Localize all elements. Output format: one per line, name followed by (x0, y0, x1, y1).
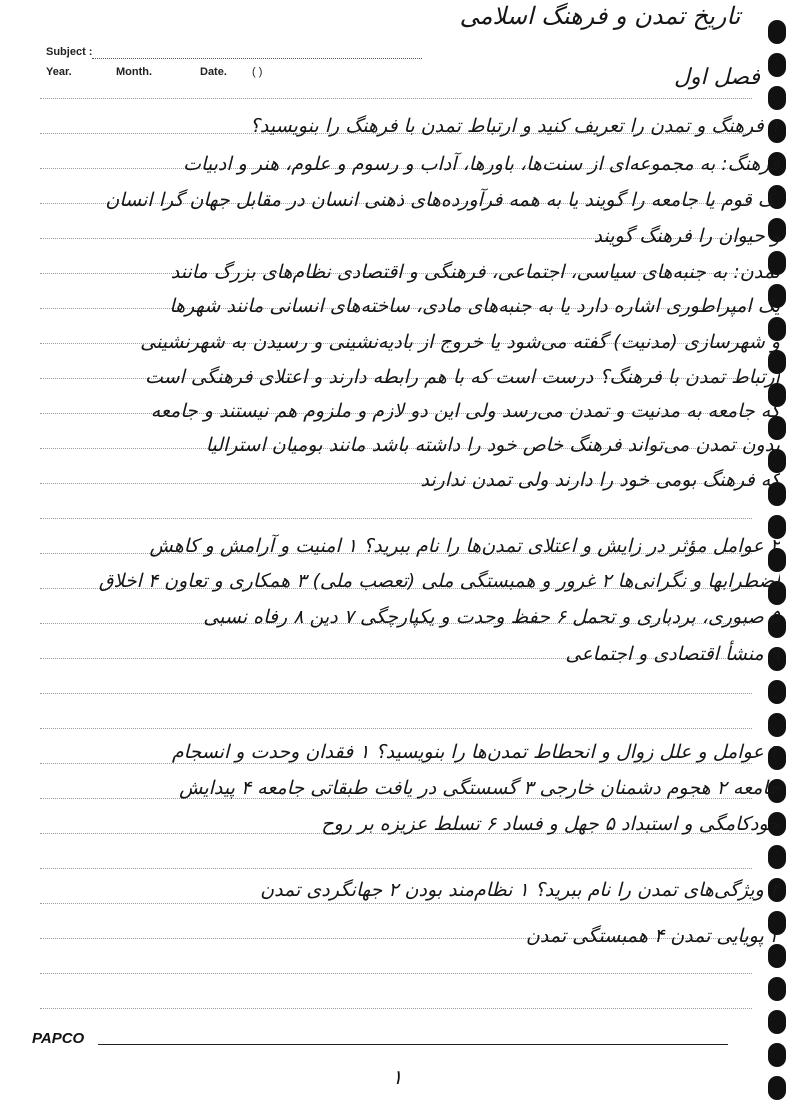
text-line: ۳ پویایی تمدن ۴ همبستگی تمدن (525, 925, 780, 947)
text-line: اضطرابها و نگرانی‌ها ۲ غرور و همبستگی ملی (تعصب ملی) ۳ همکاری و تعاون ۴ اخلاق (98, 570, 780, 592)
binder-hole (768, 680, 786, 704)
page-number: ۱ (391, 1065, 403, 1089)
month-label: Month. (116, 66, 153, 78)
text-line: بدون تمدن می‌تواند فرهنگ خاص خود را داشته باشد مانند بومیان استرالیا (205, 434, 780, 456)
date-parens: ( ) (252, 66, 263, 78)
text-line: ۳ عوامل و علل زوال و انحطاط تمدن‌ها را بنویسید؟ ۱ فقدان وحدت و انسجام (171, 741, 780, 763)
text-line: ۴ ویژگی‌های تمدن را نام ببرید؟ ۱ نظام‌مند بودن ۲ جهانگردی تمدن (260, 879, 780, 901)
text-line: خودکامگی و استبداد ۵ جهل و فساد ۶ تسلط عزیزه بر روح (321, 813, 780, 835)
text-line: جامعه ۲ هجوم دشمنان خارجی ۳ گسستگی در یافت طبقاتی جامعه ۴ پیدایش (179, 777, 780, 799)
ruled-line (40, 98, 752, 99)
text-line: یک قوم یا جامعه را گویند یا به همه فرآورده‌های ذهنی انسان در مقابل جهان گرا انسان (105, 189, 780, 211)
binder-hole (768, 1010, 786, 1034)
binder-hole (768, 86, 786, 110)
binder-hole (768, 713, 786, 737)
text-line: و شهرسازی (مدنیت) گفته می‌شود یا خروج از بادیه‌نشینی و رسیدن به شهرنشینی (140, 331, 780, 353)
text-line: فرهنگ: به مجموعه‌ای از سنت‌ها، باورها، آداب و رسوم و علوم، هنر و ادبیات (183, 153, 780, 175)
text-line: و حیوان را فرهنگ گویند (593, 225, 780, 247)
text-line: ارتباط تمدن با فرهنگ؟ درست است که با هم رابطه دارند و اعتلای فرهنگی است (144, 366, 780, 388)
binder-hole (768, 977, 786, 1001)
text-line: ۵ صبوری، بردباری و تحمل ۶ حفظ وحدت و یکپارچگی ۷ دین ۸ رفاه نسبی (203, 606, 780, 628)
text-line: تمدن: به جنبه‌های سیاسی، اجتماعی، فرهنگی و اقتصادی نظام‌های بزرگ مانند (170, 261, 780, 283)
date-label: Date. (200, 66, 227, 78)
text-line: که جامعه به مدنیت و تمدن می‌رسد ولی این دو لازم و ملزوم هم نیستند و جامعه (150, 400, 780, 422)
subject-label: Subject : (46, 46, 93, 58)
ruled-line (40, 693, 752, 694)
text-line: ۱ فرهنگ و تمدن را تعریف کنید و ارتباط تمدن با فرهنگ را بنویسید؟ (249, 115, 780, 137)
section-title: فصل اول (674, 65, 760, 90)
binder-hole (768, 53, 786, 77)
year-label: Year. (46, 66, 72, 78)
ruled-line (40, 1008, 752, 1009)
ruled-line (40, 518, 752, 519)
text-line: یک امپراطوری اشاره دارد یا به جنبه‌های مادی، ساخته‌های انسانی مانند شهرها (169, 295, 780, 317)
text-line: ۹ منشأ اقتصادی و اجتماعی (565, 643, 780, 665)
brand-logo: PAPCO (32, 1030, 85, 1047)
ruled-line (40, 868, 752, 869)
page-title: تاریخ تمدن و فرهنگ اسلامی (459, 2, 741, 30)
binder-hole (768, 1043, 786, 1067)
text-line: ۲ عوامل مؤثر در زایش و اعتلای تمدن‌ها را نام ببرید؟ ۱ امنیت و آرامش و کاهش (149, 535, 780, 557)
text-line: که فرهنگ بومی خود را دارند ولی تمدن ندارند (420, 469, 780, 491)
subject-underline (92, 58, 422, 59)
ruled-line (40, 973, 752, 974)
footer-line (98, 1044, 728, 1045)
ruled-line (40, 728, 752, 729)
binder-hole (768, 845, 786, 869)
